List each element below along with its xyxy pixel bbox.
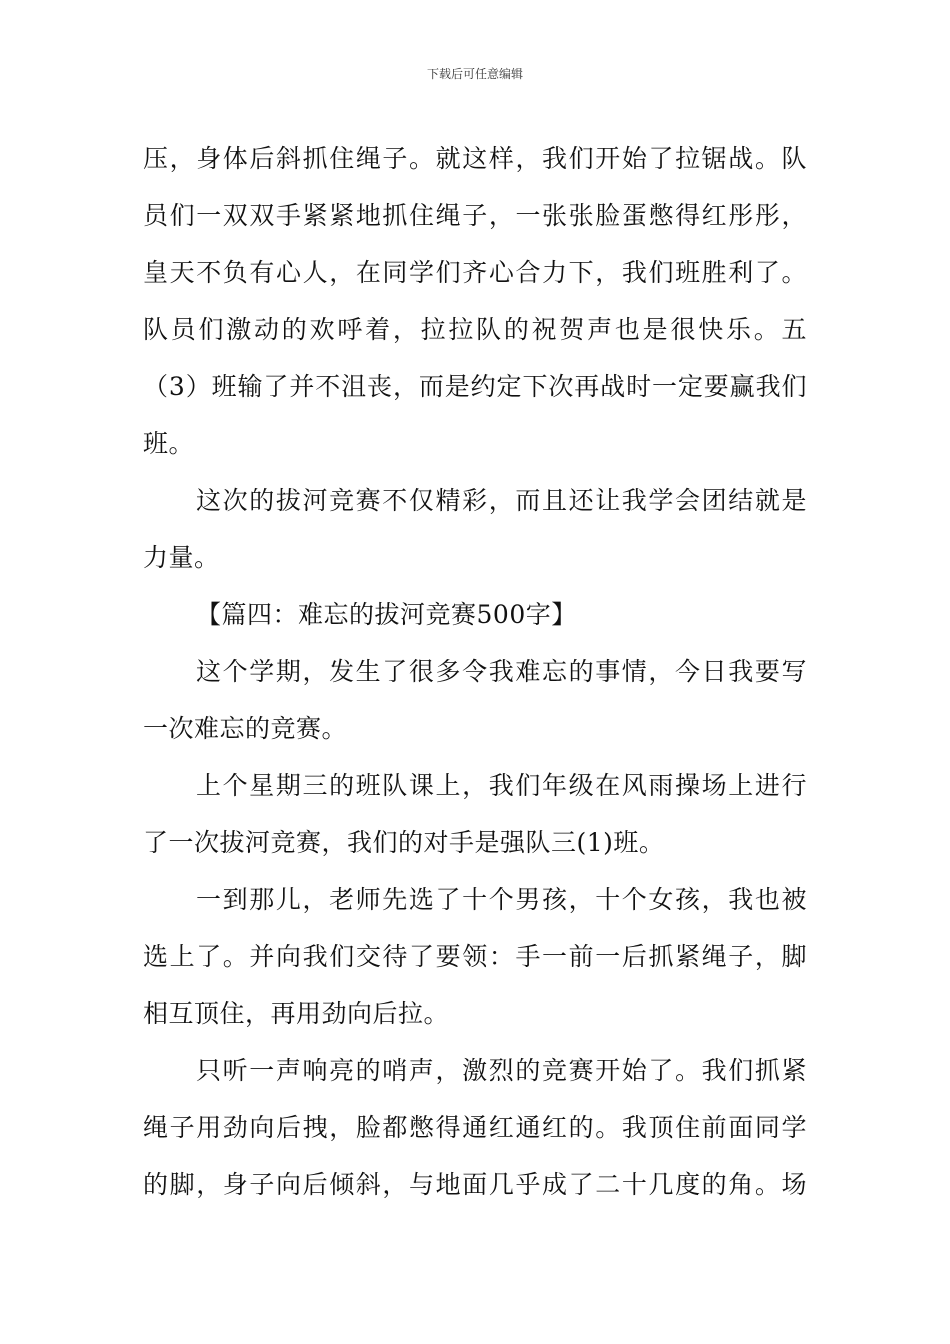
paragraph-start: 这个学期，发生了很多令我难忘的事情，今日我要写 <box>196 657 807 686</box>
text-line: （3）班输了并不沮丧，而是约定下次再战时一定要赢我们 <box>143 372 807 401</box>
text-line: 压，身体后斜抓住绳子。就这样，我们开始了拉锯战。队 <box>143 144 807 173</box>
text-line: 班。 <box>143 429 195 458</box>
paragraph-start: 只听一声响亮的哨声，激烈的竞赛开始了。我们抓紧 <box>196 1056 807 1085</box>
text-line: 的脚，身子向后倾斜，与地面几乎成了二十几度的角。场 <box>143 1170 807 1199</box>
text-line: 一次难忘的竞赛。 <box>143 714 348 743</box>
text-line: 选上了。并向我们交待了要领：手一前一后抓紧绳子，脚 <box>143 942 807 971</box>
text-line: 员们一双双手紧紧地抓住绳子，一张张脸蛋憋得红彤彤， <box>143 201 807 230</box>
text-line: 皇天不负有心人，在同学们齐心合力下，我们班胜利了。 <box>143 258 807 287</box>
text-line: 相互顶住，再用劲向后拉。 <box>143 999 450 1028</box>
text-line: 了一次拔河竞赛，我们的对手是强队三(1)班。 <box>143 828 665 857</box>
document-body <box>143 130 807 1213</box>
text-line: 队员们激动的欢呼着，拉拉队的祝贺声也是很快乐。五 <box>143 315 807 344</box>
paragraph-start: 一到那儿，老师先选了十个男孩，十个女孩，我也被 <box>196 885 807 914</box>
text-line: 绳子用劲向后拽，脸都憋得通红通红的。我顶住前面同学 <box>143 1113 807 1142</box>
section-heading: 【篇四：难忘的拔河竞赛500字】 <box>196 600 577 629</box>
page-header: 下载后可任意编辑 <box>426 67 523 81</box>
paragraph-start: 上个星期三的班队课上，我们年级在风雨操场上进行 <box>196 771 807 800</box>
text-line: 力量。 <box>143 543 220 572</box>
paragraph-start: 这次的拔河竞赛不仅精彩，而且还让我学会团结就是 <box>196 486 807 515</box>
